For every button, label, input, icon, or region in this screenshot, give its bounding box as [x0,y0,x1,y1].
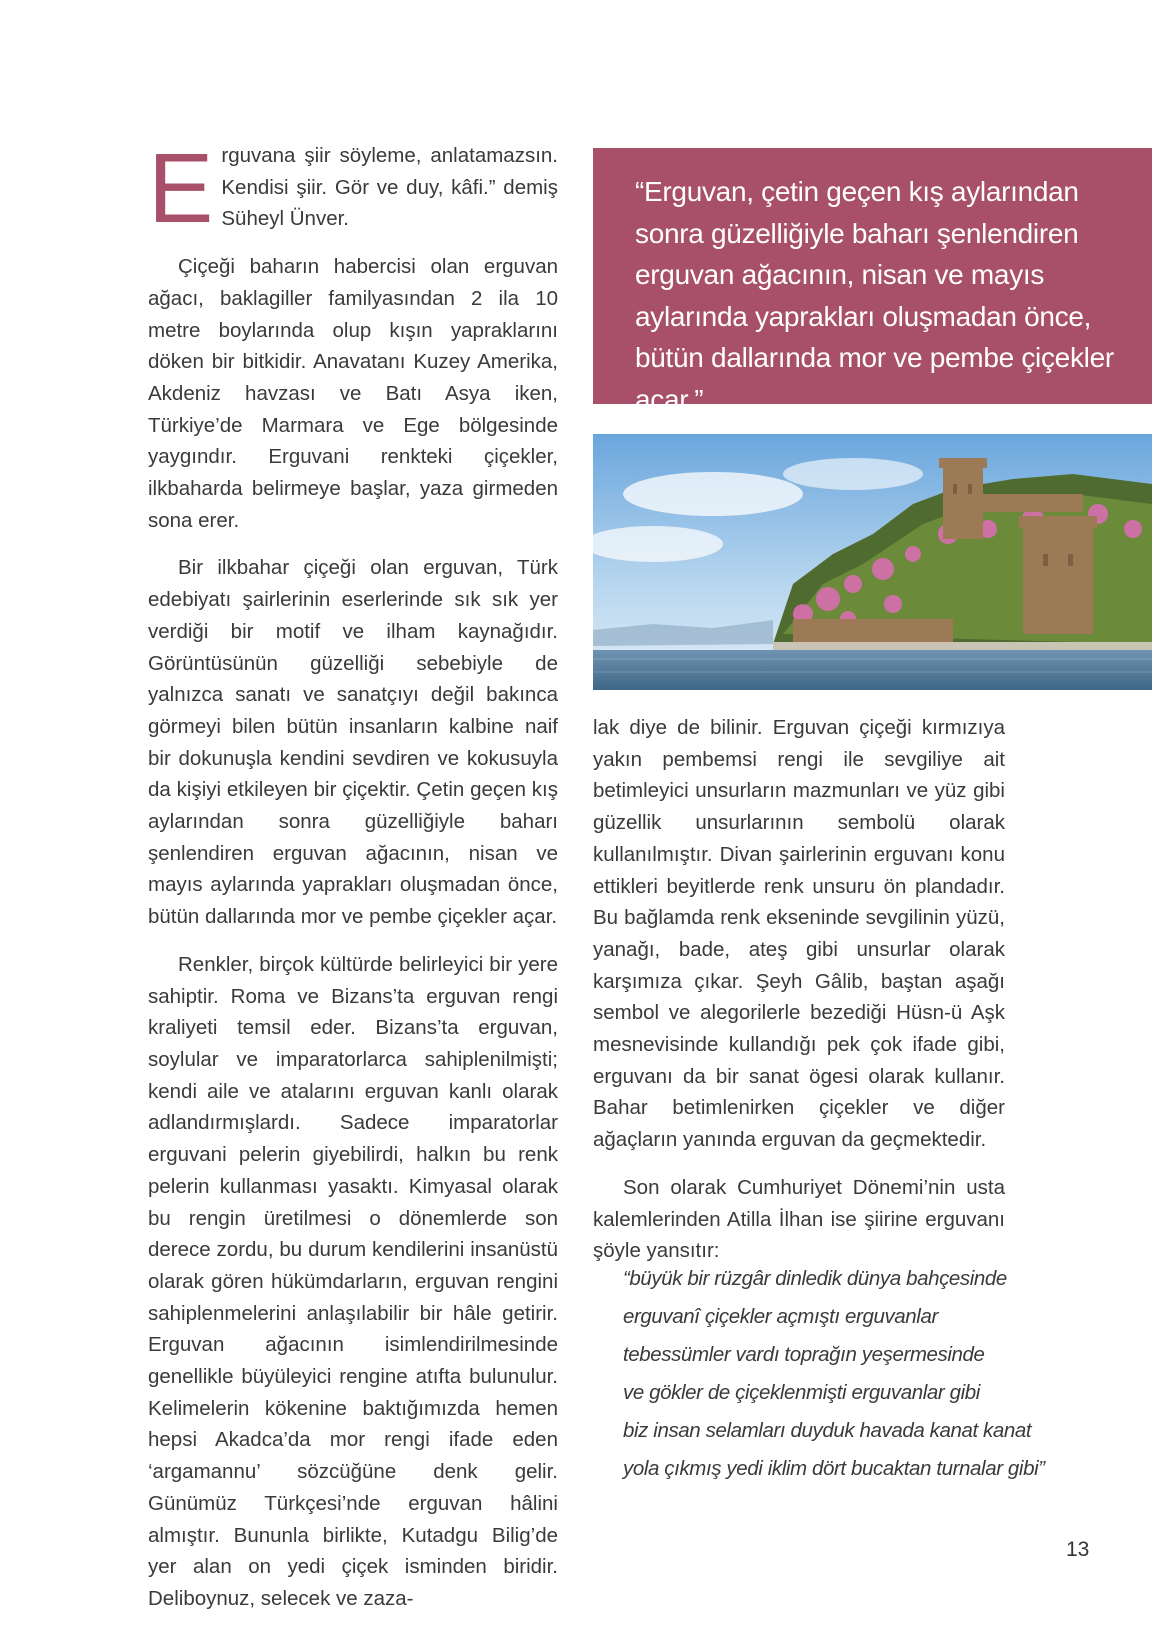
drop-cap: E [148,133,214,243]
poem-line: biz insan selamları duyduk havada kanat kanat [623,1419,1032,1442]
poem-block [623,1260,1045,1488]
poem-line: tebessümler vardı toprağın yeşermesinde [623,1343,985,1366]
poem-line: ve gökler de çiçeklenmişti erguvanlar gibi [623,1381,980,1404]
body-paragraph: lak diye de bilinir. Erguvan çiçeği kırmızıya yakın pembemsi rengi ile sevgiliye ait betimleyici unsurların mazmunları ve yüz gibi güzellik unsurlarının sembolü olarak kullanılmıştır. Divan şairlerinin erguvanı konu ettikleri beyitlerde renk unsuru ön plandadır. Bu bağlamda renk ekseninde sevgilinin yüzü, yanağı, bade, ateş gibi unsurlar olarak karşımıza çıkar. Şeyh Gâlib, baştan aşağı sembol ve alegorilerle bezediği Hüsn-ü Aşk mesnevisinde kullandığı pek çok ifade gibi, erguvanı da bir sanat ögesi olarak kullanır. Bahar betimlenirken çiçekler ve diğer ağaçların yanında erguvan da geçmektedir. [593,716,1005,1152]
body-paragraph: Son olarak Cumhuriyet Dönemi’nin usta kalemlerinden Atilla İlhan ise şiirine erguvanı şöyle yansıtır: [593,1175,1005,1263]
intro-text: rguvana şiir söyleme, anlatamazsın. Kendisi şiir. Gör ve duy, kâfi.” demiş Süheyl Ünver. [221,144,558,231]
page-number: 13 [1066,1538,1090,1561]
body-paragraph: Çiçeği baharın habercisi olan erguvan ağacı, baklagiller familyasından 2 ila 10 metre boylarında olup kışın yapraklarını döken bir bitkidir. Anavatanı Kuzey Amerika, Akdeniz havzası ve Batı Asya iken, Türkiye’de Marmara ve Ege bölgesinde yaygındır. Erguvani renkteki çiçekler, ilkbaharda belirmeye başlar, yaza girmeden sona erer. [148,255,558,532]
pull-quote-box [593,148,1152,415]
right-column [593,712,1005,1283]
poem-line: erguvanî çiçekler açmıştı erguvanlar [623,1305,938,1328]
poem-line: yola çıkmış yedi iklim dört bucaktan turnalar gibi” [623,1457,1045,1480]
intro-paragraph [148,133,558,243]
body-paragraph: Bir ilkbahar çiçeği olan erguvan, Türk edebiyatı şairlerinin eserlerinde sık sık yer verdiği bir motif ve ilham kaynağıdır. Görüntüsünün güzelliği sebebiyle de yalnızca sanatı ve sanatçıyı değil bakınca görmeyi bilen bütün insanların kalbine naif bir dokunuşla kendini sevdiren ve kokusuyla da kişiyi etkileyen bir çiçektir. Çetin geçen kış aylarından sonra güzelliğiyle baharı şenlendiren erguvan ağacının, nisan ve mayıs aylarında yaprakları oluşmadan önce, bütün dallarında mor ve pembe çiçekler açar. [148,556,558,929]
pull-quote-text: “Erguvan, çetin geçen kış aylarından sonra güzelliğiyle baharı şenlendiren erguvan ağacının, nisan ve mayıs aylarında yaprakları oluşmadan önce, bütün dallarında mor ve pembe çiçekler açar.” [635,176,1114,415]
poem-line: “büyük bir rüzgâr dinledik dünya bahçesinde [623,1267,1007,1290]
rumeli-fortress-photo [593,434,1152,690]
left-column [148,133,558,1631]
body-paragraph: Renkler, birçok kültürde belirleyici bir yere sahiptir. Roma ve Bizans’ta erguvan rengi kraliyeti temsil eder. Bizans’ta erguvan, soylular ve imparatorlarca sahiplenilmişti; kendi aile ve atalarını erguvan kanlı olarak adlandırmışlardı. Sadece imparatorlar erguvani pelerin giyebilirdi, halkın bu renk pelerin kullanması yasaktı. Kimyasal olarak bu rengin üretilmesi o dönemlerde son derece zordu, bu durum kendilerini insanüstü olarak gören hükümdarların, erguvan rengini sahiplenmelerini anlaşılabilir bir hâle getirir. Erguvan ağacının isimlendirilmesinde genellikle büyüleyici rengine atıfta bulunulur. Kelimelerin kökenine baktığımızda hemen hepsi Akadca’da mor rengi ifade eden ‘argamannu’ sözcüğüne denk gelir. Günümüz Türkçesi’nde erguvan hâlini almıştır. Bununla birlikte, Kutadgu Bilig’de yer alan on yedi çiçek isminden biridir. Deliboynuz, selecek ve zaza- [148,952,558,1610]
